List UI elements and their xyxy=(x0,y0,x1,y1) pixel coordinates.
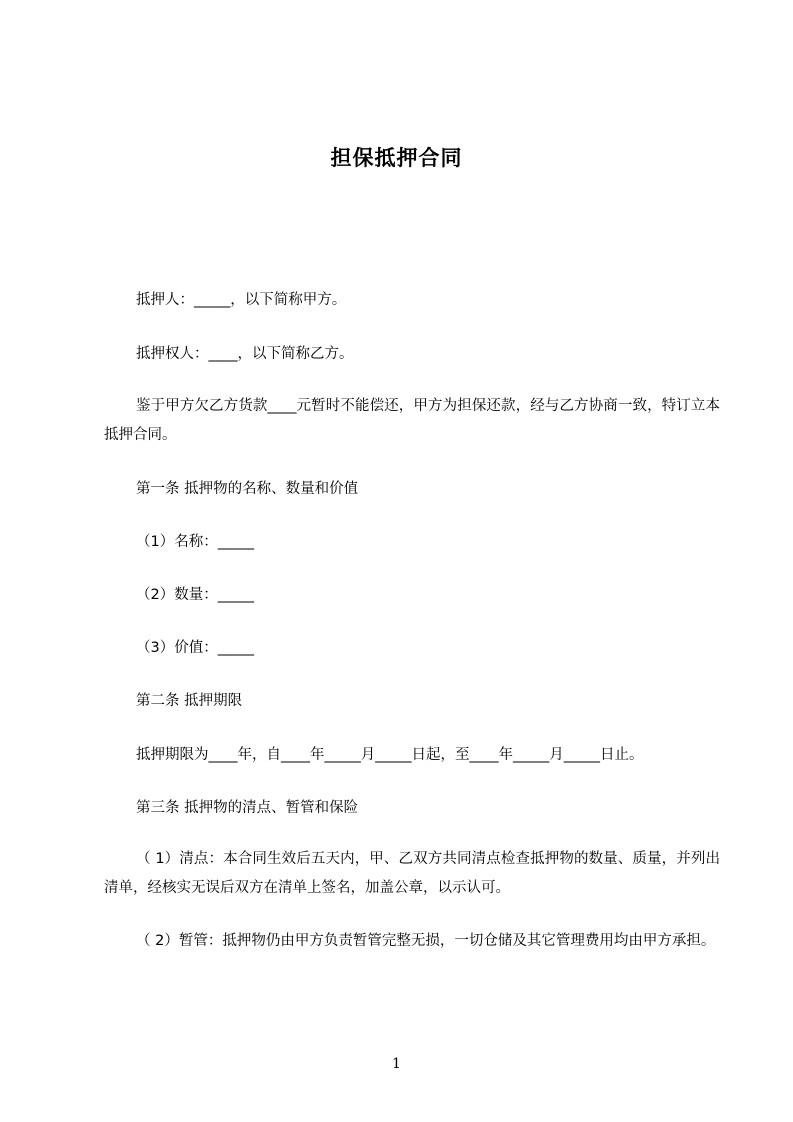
article1-item-quantity: （2）数量：_____ xyxy=(136,587,254,603)
article2-text: 抵押期限为____年，自____年_____月_____日起，至____年_____月_____日止。 xyxy=(136,747,644,763)
mortgagee-line: 抵押权人：____，以下简称乙方。 xyxy=(136,346,354,362)
article1-item-name: （1）名称：_____ xyxy=(136,534,254,550)
article2-heading: 第二条 抵押期限 xyxy=(136,693,243,709)
article1-heading: 第一条 抵押物的名称、数量和价值 xyxy=(136,481,359,497)
page-number: 1 xyxy=(392,1056,401,1072)
article3-clause-inventory: （ 1）清点：本合同生效后五天内，甲、乙双方共同清点检查抵押物的数量、质量，并列出清单，经核实无误后双方在清单上签名，加盖公章，以示认可。 xyxy=(104,851,720,896)
document-title: 担保抵押合同 xyxy=(330,146,463,170)
mortgagor-line: 抵押人：_____，以下简称甲方。 xyxy=(136,292,347,308)
article1-item-value: （3）价值：_____ xyxy=(136,640,254,656)
article3-heading: 第三条 抵押物的清点、暂管和保险 xyxy=(136,800,359,816)
preamble-paragraph: 鉴于甲方欠乙方货款____元暂时不能偿还，甲方为担保还款，经与乙方协商一致，特订立本抵押合同。 xyxy=(104,398,720,443)
article3-clause-custody: （ 2）暂管：抵押物仍由甲方负责暂管完整无损，一切仓储及其它管理费用均由甲方承担。 xyxy=(136,933,716,949)
